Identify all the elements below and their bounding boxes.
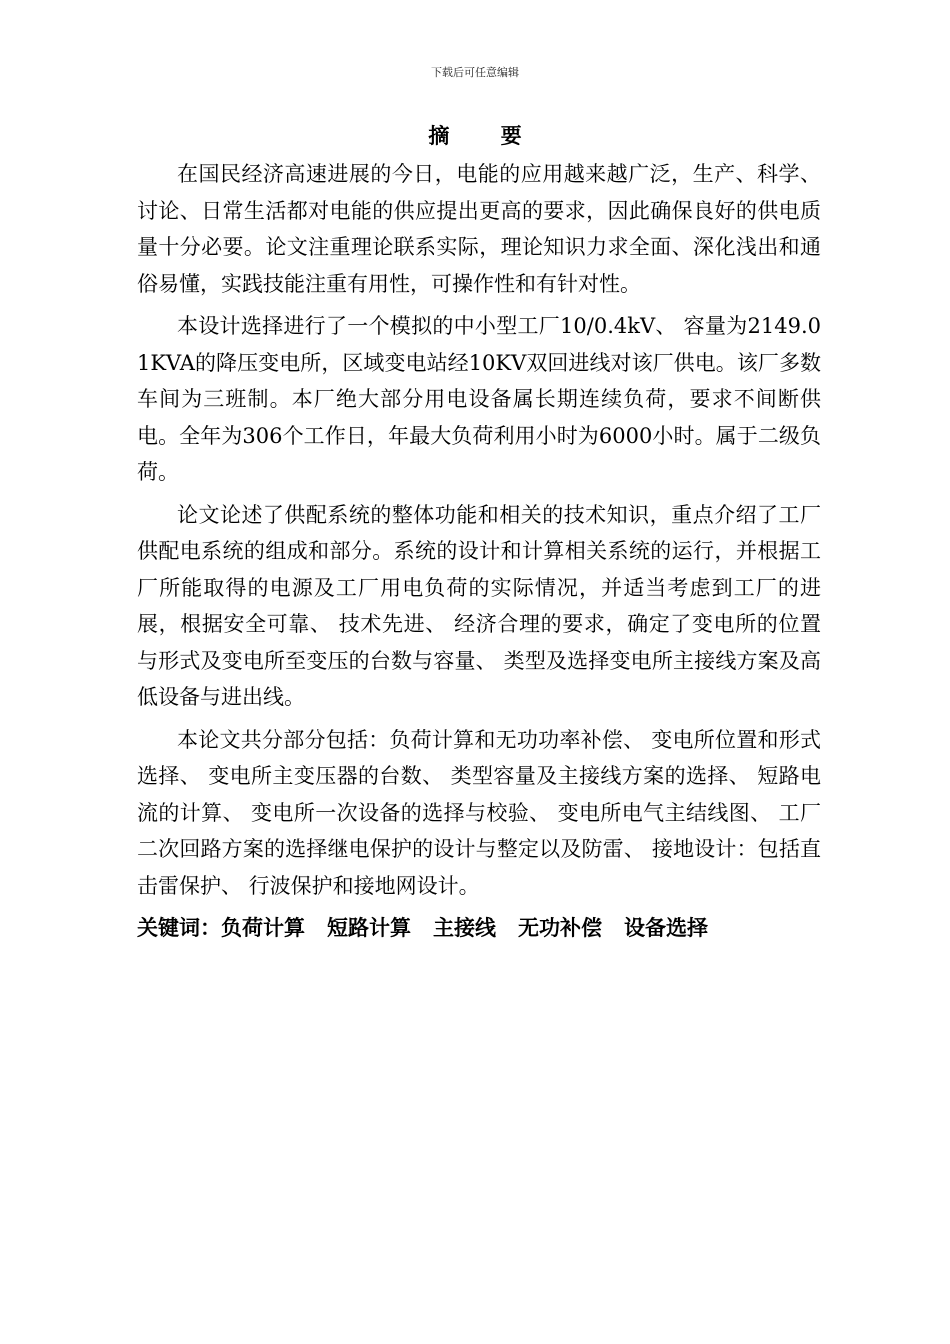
keyword-item: 设备选择: [624, 916, 708, 940]
paragraph-1: 在国民经济高速进展的今日，电能的应用越来越广泛，生产、科学、讨论、日常生活都对电能的供应提出更高的要求，因此确保良好的供电质量十分必要。论文注重理论联系实际，理论知识力求全面、深化浅出和通俗易懂，实践技能注重有用性，可操作性和有针对性。: [137, 162, 821, 296]
keywords-label: 关键词：: [137, 916, 221, 940]
header-note: 下载后可任意编辑: [431, 66, 519, 79]
keyword-item: 主接线: [433, 916, 496, 940]
paragraph-2: 本设计选择进行了一个模拟的中小型工厂10/0.4kV、 容量为2149.01KVA的降压变电所，区域变电站经10KV双回进线对该厂供电。该厂多数车间为三班制。本厂绝大部分用电设备属长期连续负荷，要求不间断供电。全年为306个工作日，年最大负荷利用小时为6000小时。属于二级负荷。: [137, 314, 821, 484]
keyword-item: 负荷计算: [221, 916, 305, 940]
paragraph-4: 本论文共分部分包括：负荷计算和无功功率补偿、 变电所位置和形式选择、 变电所主变压器的台数、 类型容量及主接线方案的选择、 短路电流的计算、 变电所一次设备的选择与校验、 变电所电气主结线图、 工厂二次回路方案的选择继电保护的设计与整定以及防雷、 接地设计：包括直击雷保护、 行波保护和接地网设计。: [137, 727, 821, 898]
keyword-item: 短路计算: [327, 916, 411, 940]
paragraph-3: 论文论述了供配系统的整体功能和相关的技术知识，重点介绍了工厂供配电系统的组成和部分。系统的设计和计算相关系统的运行，并根据工厂所能取得的电源及工厂用电负荷的实际情况，并适当考虑到工厂的进展，根据安全可靠、 技术先进、 经济合理的要求，确定了变电所的位置与形式及变电所至变压的台数与容量、 类型及选择变电所主接线方案及高低设备与进出线。: [137, 502, 821, 709]
abstract-title: 摘 要: [428, 124, 544, 148]
abstract-body: [137, 156, 821, 946]
keyword-item: 无功补偿: [518, 916, 602, 940]
keywords-line: [137, 910, 821, 946]
